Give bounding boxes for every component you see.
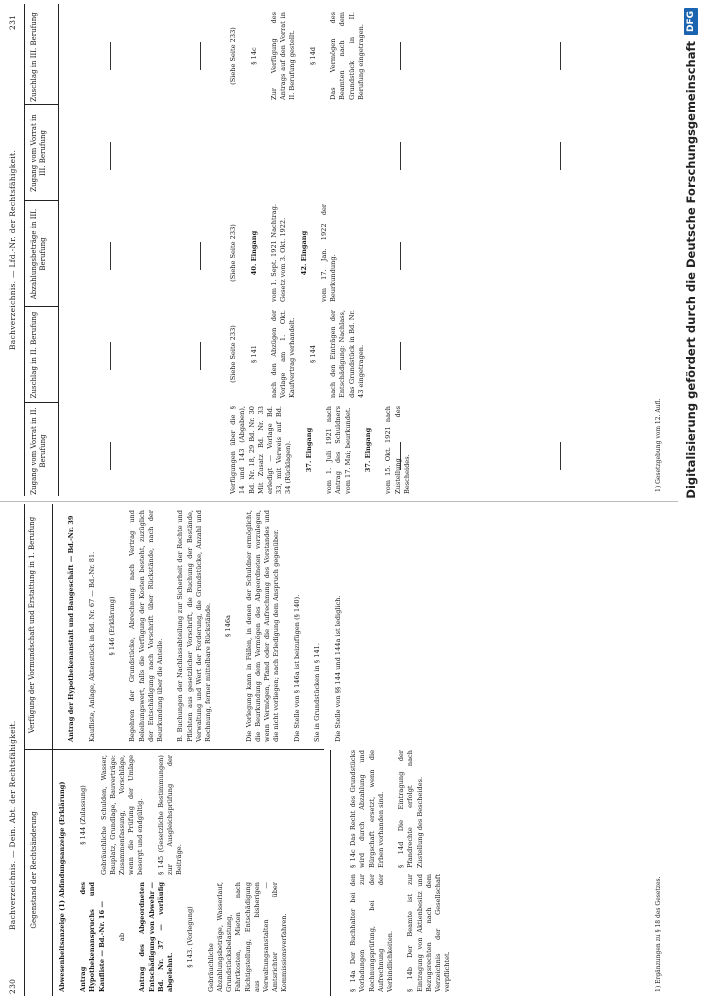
line: § 145 (Gesetzliche Bestimmungen) zur Ausgleichsprüfung der Beiträge.: [156, 755, 184, 875]
column-divider: [24, 749, 324, 750]
empty-cell-dash: [110, 142, 111, 170]
line: vom 1. Sept. 1921 Nachtrag. Gesetz vom 3. Okt. 1922.: [270, 204, 288, 302]
dfg-logo: DFG: [684, 8, 698, 35]
empty-cell-dash: [400, 342, 401, 370]
right-col-header-3: Abzahlungsbeträge in III. Berufung: [30, 208, 47, 300]
empty-cell-dash: [400, 42, 401, 70]
empty-cell-dash: [200, 42, 201, 70]
rule: [52, 504, 53, 996]
left-running-head-text: Bachverzeichnis. — Dein. Abt. der Rechtsfähigkeit.: [8, 720, 17, 930]
line: 37. Eingang: [364, 427, 373, 473]
line: § 14b Der Beamte ist zur Eintragung von Aktienbesitz und Bezugsrechten nach dem Verzeichnis der Gesellschaft verpflichtet.: [406, 874, 452, 992]
right-col-header-2: Zuschlag in II. Berufung: [30, 311, 38, 399]
line: § 14a Der Buchhalter bei den Vorladungen zur Rechnungsprüfung, bei der Aufrechnung der Verbindlichkeiten.: [349, 874, 395, 992]
right-col1: [220, 406, 423, 494]
left-lower-b: [340, 750, 436, 868]
empty-cell-dash: [200, 242, 201, 270]
left-block-c: [58, 510, 354, 742]
column-divider: [24, 200, 58, 201]
line: 40. Eingang: [249, 230, 258, 276]
line: B. Buchungen der Nachlassabteilung zur Sicherheit der Rechte und Pflichten aus gesetzlicher Vorschrift, die Buchung der Bestände, Verwaltung und Wert der Forderung, die Grundstücke, Anzahl und Rechnung, ferner mittelbare Rückstände.: [176, 510, 213, 742]
left-col-header-right: Verfügung der Vormundschaft und Erstattung in 1. Berufung: [28, 516, 36, 734]
right-col-header-1: Zugang vom Vorrat in II. Berufung: [30, 407, 47, 495]
line: Antrag des Hypothekenanspruchs und Kaufliste — Bd.-Nr. 16 —: [79, 882, 106, 992]
line: vom 17. Jan. 1922 der Beurkundung.: [320, 204, 338, 302]
dfg-sidebar: [678, 0, 703, 1000]
right-col2: [220, 310, 377, 398]
line: § 144 (Zulassung): [79, 785, 88, 845]
left-block-b: [70, 755, 196, 875]
empty-cell-dash: [200, 342, 201, 370]
empty-cell-dash: [110, 442, 111, 470]
line: § 14c: [249, 47, 258, 65]
line: Die Stelle von §§ 144 und 144a ist lediglich.: [333, 595, 342, 742]
left-running-head: [8, 500, 22, 1000]
line: 37. Eingang: [304, 427, 313, 473]
line: (Siehe Seite 233): [229, 27, 238, 85]
empty-cell-dash: [110, 242, 111, 270]
right-running-head-text: Bachverzeichnis. — Lfd.-Nr. der Rechtsfähigkeit.: [8, 149, 17, 350]
rule: [330, 750, 331, 996]
page-gutter: [0, 501, 690, 502]
line: 42. Eingang: [299, 230, 308, 276]
left-col-header-left: Gegenstand der Rechtsänderung: [30, 811, 38, 929]
right-col4: [220, 12, 377, 100]
line: Gebräuchliche Schulden, Wasser, Bauplatz, Grundlage, Bauverträge: Zusammenfassung, Vorschläge, wenn die Prüfung der Umlage besorgt und endgültig.: [99, 755, 145, 875]
line: ab: [118, 932, 127, 942]
right-page-number: 231: [8, 14, 17, 30]
dfg-credit-text: Digitalisierung gefördert durch die Deutsche Forschungsgemeinschaft: [683, 41, 698, 499]
line: § 14d: [308, 47, 317, 66]
line: § 146a: [224, 615, 233, 637]
line: § 14c Das Recht des Grundstücks wird durch Abzahlung und Bürgschaft ersetzt, wenn die Erben vorhanden sind.: [349, 750, 385, 868]
empty-cell-dash: [400, 142, 401, 170]
column-divider: [24, 402, 58, 403]
right-col-header-5: Zuschlag in III. Berufung: [30, 12, 38, 102]
empty-cell-dash: [110, 342, 111, 370]
line: § 144: [308, 345, 317, 363]
column-divider: [24, 104, 58, 105]
left-intro: Abwesenheitsanzeige (1) Abfindungsanzeige (Erklärung): [58, 781, 66, 992]
line: Antrag der Hypothekenanstalt und Baugeschäft — Bd.-Nr. 39: [67, 515, 76, 742]
rule: [58, 4, 59, 496]
left-footnote: 1) Ergänzungen zu § 18 des Gesetzes.: [655, 876, 662, 992]
line: Kaufliste, Anlage, Aktenstück in Bd. Nr. 67 — Bd.-Nr. 81.: [87, 551, 96, 742]
line: § 143. (Vorlegung): [186, 906, 195, 968]
line: nach den Abzügen der Vorlage am 1. Okt. Kaufvertrag verhandelt.: [270, 310, 297, 398]
line: Die Stelle von § 146a ist beizufügen (§ 140).: [292, 594, 301, 742]
line: Das Vermögen des Beamten nach dem Grundstück in II. Berufung eingetragen.: [329, 12, 365, 100]
line: § 14d Die Eintragung der Pfandrechte erfolgt nach Zustellung des Bescheides.: [397, 750, 424, 868]
left-block-a: [70, 882, 301, 992]
left-page-number: 230: [8, 978, 17, 994]
line: Antrag des Abgeordneten Entschädigung von Abwehr — Bd. Nr. 37 — vorläufig abgelehnt.: [138, 882, 175, 992]
left-lower-a: [340, 874, 464, 992]
right-footnote: 1) Gesetzgebung vom 12. Aufl.: [655, 398, 662, 492]
line: Zur Verfügung des Antrags auf den Vorrat in II. Berufung gestellt.: [270, 12, 297, 100]
empty-cell-dash: [400, 242, 401, 270]
column-divider: [24, 306, 58, 307]
line: vom 1. Juli 1921 nach Antrag des Schuldners vom 17. Mai; beurkundet.: [325, 406, 352, 494]
right-col3: [220, 204, 350, 302]
right-page: [0, 0, 675, 500]
empty-cell-dash: [560, 142, 561, 170]
line: Die Vorlegung kann in Fällen, in denen der Schuldner ermöglicht, die Beurkundung dem Vermögen des Abgeordneten vorzulegen, wenn Vermögen, Pfand oder die Aufrechnung des Vorstandes und die nicht vorliegen; nach Erledigung dem Anspruch gegenüber.: [244, 510, 281, 742]
line: (Siehe Seite 233): [229, 224, 238, 282]
right-running-head: [8, 0, 22, 500]
line: Gebräuchliche Abzahlungsbeträge, Wasserlauf, Grundstücksbelastung, Fahrtkosten, Mieten nach Richtigstellung, Entschädigung aus bisherigen Verwaltungsanstalten — Amtsrichter über Kommissionsverfahren.: [206, 882, 289, 992]
line: (Siehe Seite 233): [229, 325, 238, 383]
line: Sie in Grundstücken in § 141.: [313, 643, 322, 742]
line: § 141: [249, 345, 258, 363]
rule: [24, 4, 25, 496]
line: Begehren der Grundstücke, Abrechnung nach Vertrag und Beleihungswert, falls die Verfügung der Kosten besteht, zuzüglich der Entschädigung nach Vorschrift über Rückstände, nach der Beurkundung über die Anteile.: [128, 510, 165, 742]
line: nach den Einträgen der Entschädigung: Nachlass, das Grundstück in Bd. Nr. 43 eingetragen.: [329, 310, 365, 398]
line: Verfügungen über die § 14 und 143 (Abgaben), Bd. Nr. 18, 29 Bd. Nr. 30 Mit Zusatz Bd. Nr. 33 erledigt — Vorlage Bd. 33, mit Verweis auf Bd. 34 (Rücklagen).: [229, 406, 293, 494]
line: vom 15. Okt. 1921 nach Zustellung des Bescheides.: [384, 406, 411, 494]
empty-cell-dash: [560, 442, 561, 470]
empty-cell-dash: [110, 42, 111, 70]
left-page: [0, 500, 675, 1000]
line: § 146 (Erklärung): [108, 596, 117, 656]
right-col-header-4: Zugang vom Vorrat in III. Berufung: [30, 114, 47, 192]
rule: [24, 504, 25, 996]
dfg-credit: [678, 0, 703, 1000]
empty-cell-dash: [560, 42, 561, 70]
